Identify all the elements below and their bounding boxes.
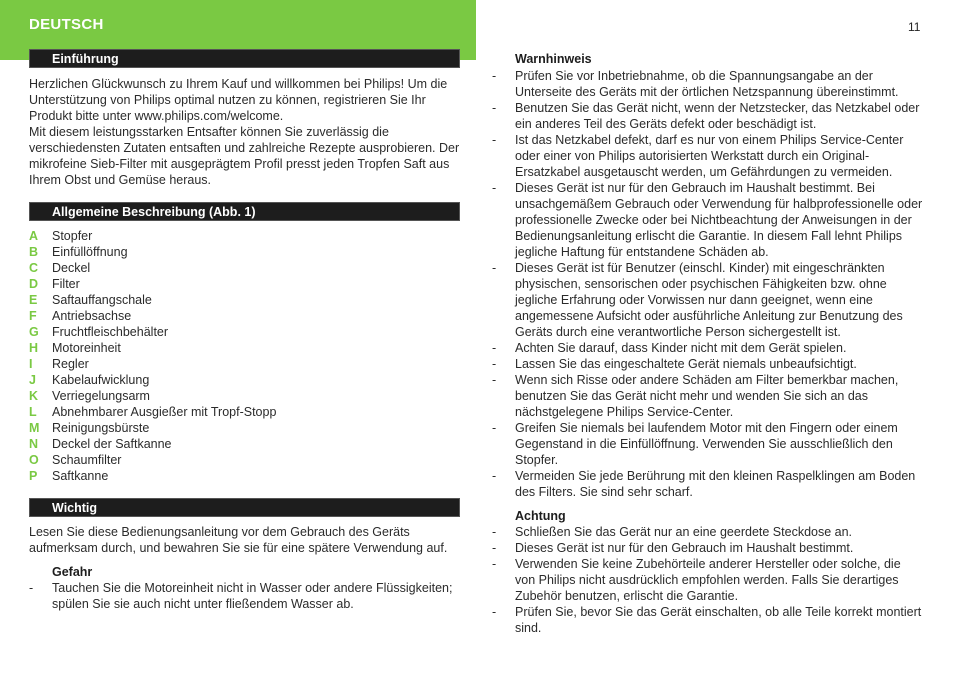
part-label: Deckel der Saftkanne — [52, 437, 172, 451]
part-item — [29, 372, 276, 388]
part-item — [29, 244, 276, 260]
caution-item: - Verwenden Sie keine Zubehörteile anderer Hersteller oder solche, die von Philips nicht ausdrücklich empfohlen werden. Falls Sie derartiges Zubehör benutzen, erlischt die Garantie. — [492, 556, 924, 604]
warning-item: - Vermeiden Sie jede Berührung mit den kleinen Raspelklingen am Boden des Filters. Sie sind sehr scharf. — [492, 468, 924, 500]
part-item — [29, 228, 276, 244]
part-item — [29, 404, 276, 420]
part-letter: E — [29, 293, 38, 307]
part-item — [29, 292, 276, 308]
part-label: Regler — [52, 357, 89, 371]
part-letter: J — [29, 373, 36, 387]
warning-heading: Warnhinweis — [515, 52, 592, 66]
part-label: Stopfer — [52, 229, 93, 243]
danger-item: - Tauchen Sie die Motoreinheit nicht in Wasser oder andere Flüssigkeiten; spülen Sie sie auch nicht unter fließendem Wasser ab. — [29, 580, 462, 612]
page-number: 11 — [908, 20, 921, 34]
parts-list — [29, 228, 276, 484]
part-letter: N — [29, 437, 39, 451]
danger-heading: Gefahr — [52, 565, 93, 579]
warning-item: - Greifen Sie niemals bei laufendem Motor mit den Fingern oder einem Gegenstand in die Einfüllöffnung. Verwenden Sie ausschließlich den Stopfer. — [492, 420, 924, 468]
part-label: Motoreinheit — [52, 341, 121, 355]
caution-item: - Schließen Sie das Gerät nur an eine geerdete Steckdose an. — [492, 524, 924, 540]
part-label: Schaumfilter — [52, 453, 122, 467]
section-important-title: Wichtig — [52, 501, 98, 515]
section-intro-title: Einführung — [52, 52, 119, 66]
section-important-header — [29, 498, 460, 517]
part-label: Saftauffangschale — [52, 293, 152, 307]
part-item — [29, 436, 276, 452]
warning-item: - Dieses Gerät ist für Benutzer (einschl. Kinder) mit eingeschränkten physischen, sensorischen oder psychischen Fähigkeiten bzw. ohne jegliche Erfahrung oder Vorwissen nur dann geeignet, wenn eine angemessene Aufsicht oder ausführliche Anleitung zur Benutzung des Geräts durch eine verantwortliche Person sichergestellt ist. — [492, 260, 924, 340]
part-label: Abnehmbarer Ausgießer mit Tropf-Stopp — [52, 405, 277, 419]
part-label: Einfüllöffnung — [52, 245, 128, 259]
part-letter: D — [29, 277, 39, 291]
warning-item: - Lassen Sie das eingeschaltete Gerät niemals unbeaufsichtigt. — [492, 356, 924, 372]
danger-list — [29, 580, 462, 612]
part-label: Verriegelungsarm — [52, 389, 150, 403]
part-label: Deckel — [52, 261, 91, 275]
part-letter: K — [29, 389, 39, 403]
caution-item: - Prüfen Sie, bevor Sie das Gerät einschalten, ob alle Teile korrekt montiert sind. — [492, 604, 924, 636]
caution-heading: Achtung — [515, 509, 566, 523]
part-letter: M — [29, 421, 40, 435]
warning-item: - Prüfen Sie vor Inbetriebnahme, ob die Spannungsangabe an der Unterseite des Geräts mit der örtlichen Netzspannung übereinstimmt. — [492, 68, 924, 100]
part-item — [29, 308, 276, 324]
part-letter: L — [29, 405, 37, 419]
important-text: Lesen Sie diese Bedienungsanleitung vor dem Gebrauch des Geräts aufmerksam durch, und bewahren Sie sie für eine spätere Verwendung auf. — [29, 525, 448, 555]
part-label: Saftkanne — [52, 469, 109, 483]
intro-paragraph-1: Herzlichen Glückwunsch zu Ihrem Kauf und willkommen bei Philips! Um die Unterstützung von Philips optimal nutzen zu können, registrieren Sie Ihr Produkt bitte unter www.philips.com/welcome. — [29, 77, 448, 123]
section-description-title: Allgemeine Beschreibung (Abb. 1) — [52, 205, 256, 219]
part-item — [29, 276, 276, 292]
part-letter: F — [29, 309, 37, 323]
part-item — [29, 324, 276, 340]
part-item — [29, 340, 276, 356]
part-label: Fruchtfleischbehälter — [52, 325, 169, 339]
caution-item: - Dieses Gerät ist nur für den Gebrauch im Haushalt bestimmt. — [492, 540, 924, 556]
caution-list — [492, 524, 924, 636]
part-item — [29, 468, 276, 484]
intro-paragraph-2: Mit diesem leistungsstarken Entsafter können Sie zuverlässig die verschiedensten Zutaten entsaften und zahlreiche Rezepte ausprobieren. Der mikrofeine Sieb-Filter mit ausgeprägtem Profil presst jeden Tropfen Saft aus Ihrem Obst und Gemüse heraus. — [29, 125, 460, 187]
part-item — [29, 356, 276, 372]
part-letter: G — [29, 325, 39, 339]
part-label: Reinigungsbürste — [52, 421, 150, 435]
part-item — [29, 388, 276, 404]
part-letter: A — [29, 229, 39, 243]
part-letter: C — [29, 261, 39, 275]
part-label: Kabelaufwicklung — [52, 373, 150, 387]
part-letter: P — [29, 469, 38, 483]
warning-item: - Dieses Gerät ist nur für den Gebrauch im Haushalt bestimmt. Bei unsachgemäßem Gebrauch oder Verwendung für halbprofessionelle oder professionelle Zwecke oder bei Nichtbeachtung der Anweisungen in der Bedienungsanleitung erlischt die Garantie. In diesem Fall lehnt Philips jegliche Haftung für entstandene Schäden ab. — [492, 180, 924, 260]
part-label: Antriebsachse — [52, 309, 132, 323]
part-letter: O — [29, 453, 39, 467]
warning-list — [492, 68, 924, 500]
warning-item: - Wenn sich Risse oder andere Schäden am Filter bemerkbar machen, benutzen Sie das Gerät nicht mehr und wenden Sie sich an das nächstgelegene Philips Service-Center. — [492, 372, 924, 420]
warning-item: - Achten Sie darauf, dass Kinder nicht mit dem Gerät spielen. — [492, 340, 924, 356]
part-letter: H — [29, 341, 39, 355]
warning-item: - Ist das Netzkabel defekt, darf es nur von einem Philips Service-Center oder einer von Philips autorisierten Werkstatt durch ein Original-Ersatzkabel ausgetauscht werden, um Gefährdungen zu vermeiden. — [492, 132, 924, 180]
part-letter: I — [29, 357, 33, 371]
part-item — [29, 260, 276, 276]
language-label: DEUTSCH — [29, 16, 104, 33]
part-item — [29, 452, 276, 468]
part-item — [29, 420, 276, 436]
part-label: Filter — [52, 277, 80, 291]
section-intro-header — [29, 49, 460, 68]
warning-item: - Benutzen Sie das Gerät nicht, wenn der Netzstecker, das Netzkabel oder ein anderes Teil des Geräts defekt oder beschädigt ist. — [492, 100, 924, 132]
part-letter: B — [29, 245, 39, 259]
section-description-header — [29, 202, 460, 221]
